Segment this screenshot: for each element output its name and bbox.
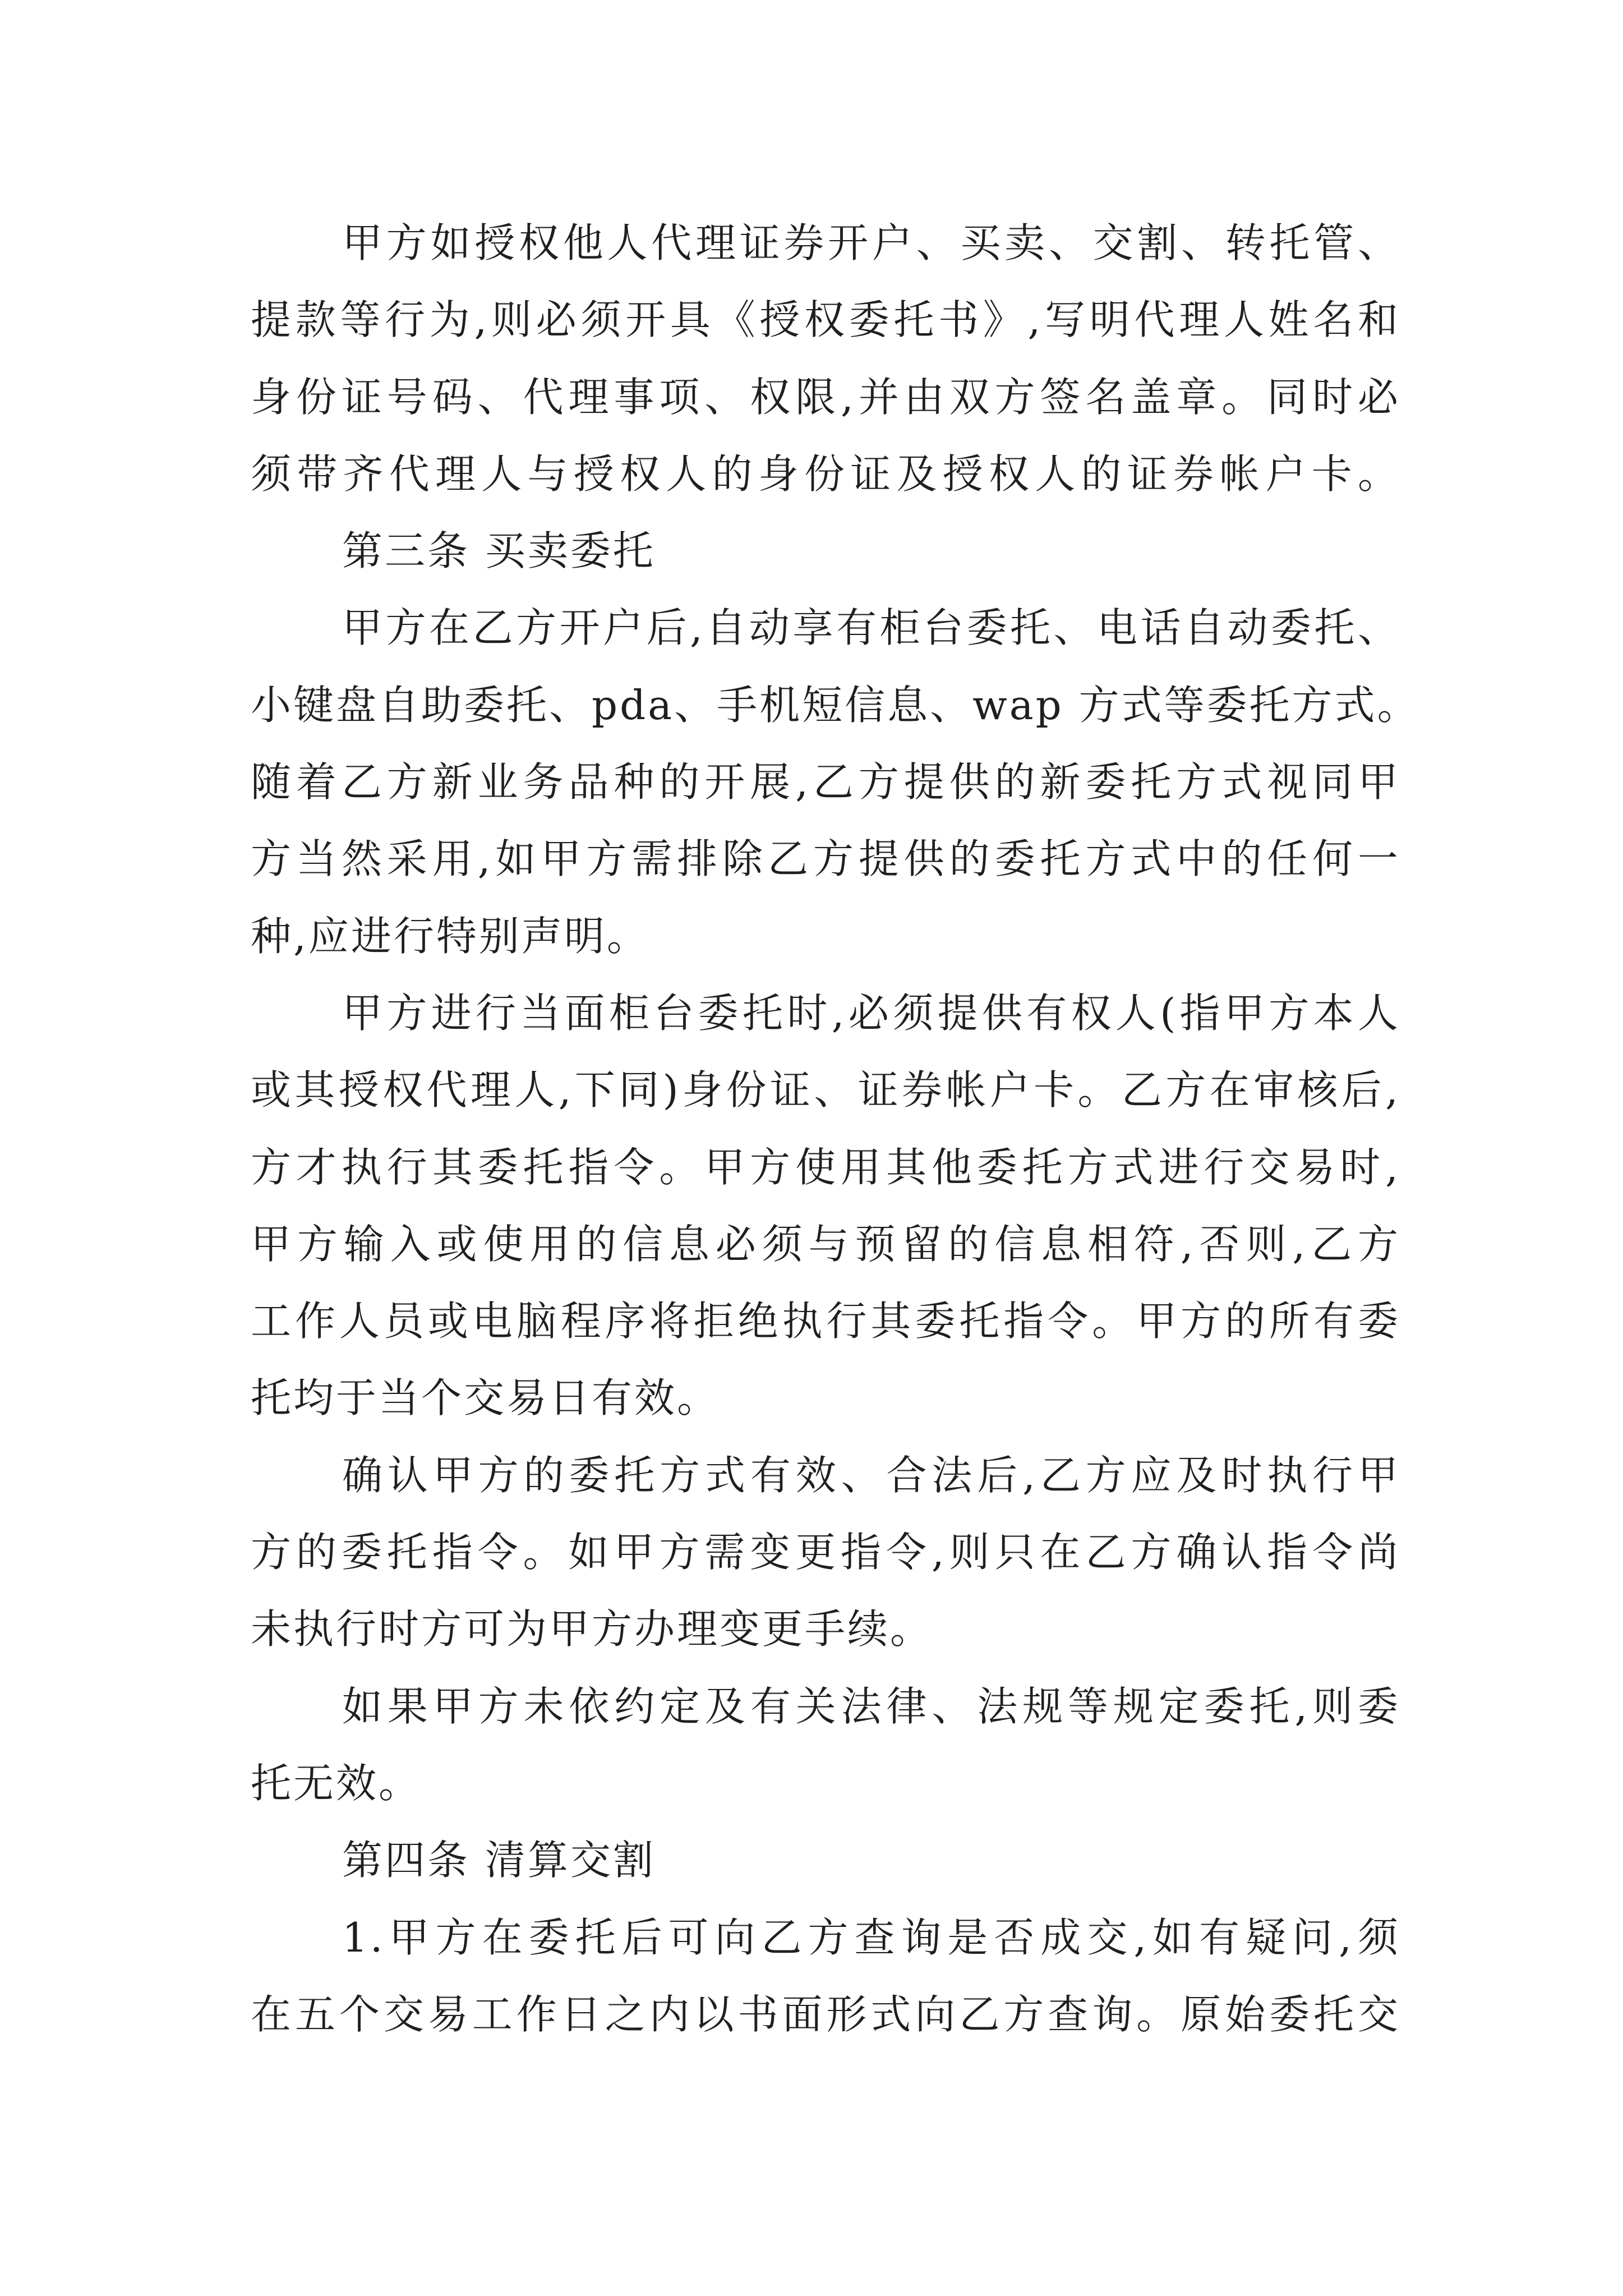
paragraph-line: 甲方进行当面柜台委托时,必须提供有权人(指甲方本人: [342, 989, 1400, 1037]
paragraph-line: 1.甲方在委托后可向乙方查询是否成交,如有疑问,须: [342, 1913, 1400, 1961]
paragraph-line: 方当然采用,如甲方需排除乙方提供的委托方式中的任何一: [251, 835, 1400, 883]
paragraph-line: 或其授权代理人,下同)身份证、证券帐户卡。乙方在审核后,: [251, 1066, 1400, 1114]
paragraph-line: 提款等行为,则必须开具《授权委托书》,写明代理人姓名和: [251, 296, 1400, 344]
paragraph-line: 方的委托指令。如甲方需变更指令,则只在乙方确认指令尚: [251, 1529, 1400, 1576]
paragraph-line: 在五个交易工作日之内以书面形式向乙方查询。原始委托交: [251, 1990, 1400, 2038]
section-heading: 第四条 清算交割: [342, 1837, 656, 1884]
paragraph-line: 随着乙方新业务品种的开展,乙方提供的新委托方式视同甲: [251, 758, 1400, 806]
paragraph-line: 工作人员或电脑程序将拒绝执行其委托指令。甲方的所有委: [251, 1297, 1400, 1345]
paragraph-line: 如果甲方未依约定及有关法律、法规等规定委托,则委: [342, 1682, 1400, 1730]
paragraph-line: 方才执行其委托指令。甲方使用其他委托方式进行交易时,: [251, 1143, 1400, 1191]
paragraph-line: 须带齐代理人与授权人的身份证及授权人的证券帐户卡。: [251, 450, 1400, 498]
document-body: [251, 205, 1420, 2053]
paragraph-line: 甲方输入或使用的信息必须与预留的信息相符,否则,乙方: [251, 1220, 1400, 1268]
paragraph-line: 身份证号码、代理事项、权限,并由双方签名盖章。同时必: [251, 373, 1400, 421]
section-heading: 第三条 买卖委托: [342, 527, 656, 575]
paragraph-line: 种,应进行特别声明。: [251, 912, 649, 960]
paragraph-line: 托无效。: [251, 1759, 422, 1807]
paragraph-line: 甲方如授权他人代理证券开户、买卖、交割、转托管、: [342, 219, 1400, 266]
paragraph-line: 托均于当个交易日有效。: [251, 1374, 720, 1422]
paragraph-line: 未执行时方可为甲方办理变更手续。: [251, 1605, 933, 1653]
paragraph-line: 甲方在乙方开户后,自动享有柜台委托、电话自动委托、: [342, 604, 1400, 652]
paragraph-line: 小键盘自助委托、pda、手机短信息、wap 方式等委托方式。: [251, 681, 1420, 729]
paragraph-line: 确认甲方的委托方式有效、合法后,乙方应及时执行甲: [342, 1451, 1400, 1499]
